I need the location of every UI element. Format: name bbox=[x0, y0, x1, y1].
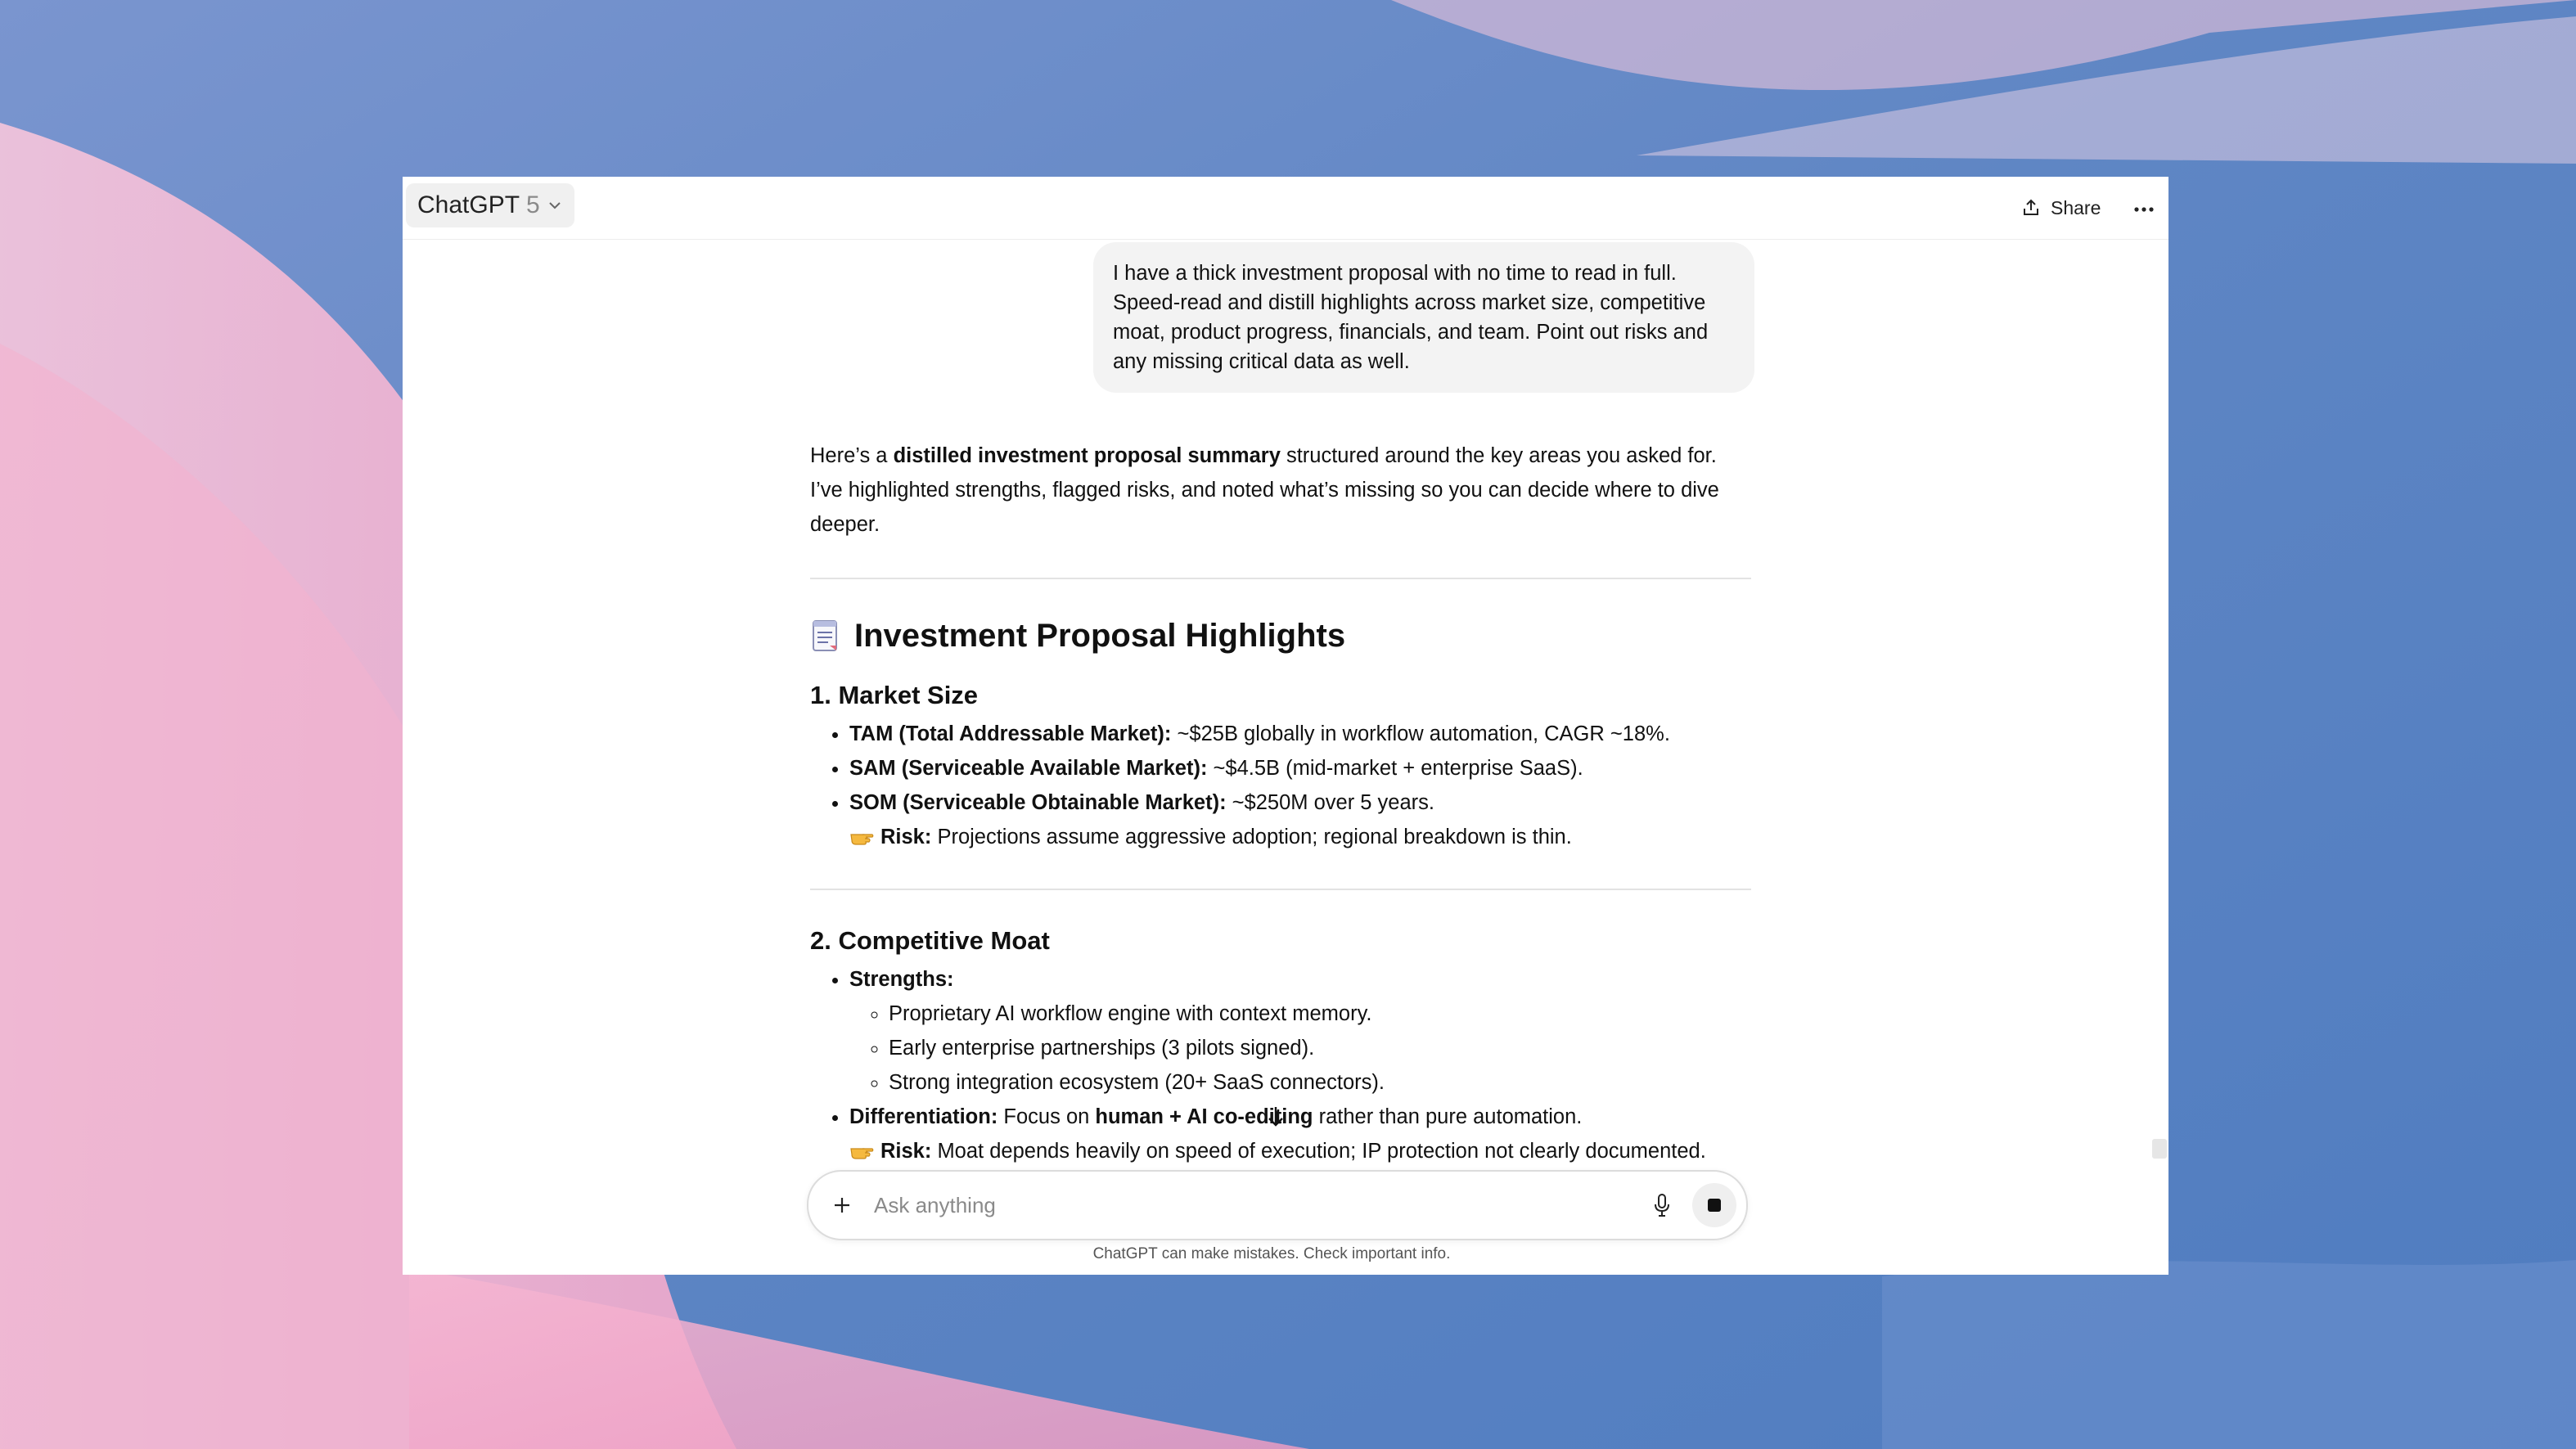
divider bbox=[810, 578, 1751, 579]
disclaimer-text: ChatGPT can make mistakes. Check important info. bbox=[1092, 1245, 1451, 1262]
more-options-button[interactable] bbox=[2128, 193, 2160, 226]
attach-button[interactable] bbox=[826, 1190, 858, 1221]
intro-bold: distilled investment proposal summary bbox=[893, 444, 1281, 467]
heading-text: Investment Proposal Highlights bbox=[854, 617, 1346, 654]
list-item: ◦ Early enterprise partnerships (3 pilots signed). bbox=[889, 1031, 1751, 1065]
pointing-hand-icon bbox=[849, 1142, 874, 1160]
top-bar bbox=[403, 177, 2168, 240]
list-item: ◦ Strong integration ecosystem (20+ SaaS connectors). bbox=[889, 1065, 1751, 1100]
plus-icon bbox=[832, 1195, 852, 1215]
share-button[interactable] bbox=[2021, 191, 2101, 224]
share-label: Share bbox=[2051, 196, 2101, 218]
risk-label: Risk: bbox=[880, 1140, 932, 1163]
strengths-list bbox=[849, 997, 1751, 1100]
item-label: TAM (Total Addressable Market): bbox=[849, 722, 1172, 745]
item-text: ~$4.5B (mid-market + enterprise SaaS). bbox=[1207, 757, 1583, 780]
risk-text: Moat depends heavily on speed of execution; IP protection not clearly documented. bbox=[931, 1140, 1706, 1163]
assistant-reply bbox=[810, 439, 1751, 1168]
risk-text: Projections assume aggressive adoption; regional breakdown is thin. bbox=[931, 826, 1572, 848]
list-item bbox=[849, 1100, 1751, 1134]
reply-heading bbox=[810, 612, 1751, 659]
intro-text-2: structured around the key areas you asked for. I’ve highlighted strengths, flagged risks, and noted what’s missing so you can decide where to dive deeper. bbox=[810, 444, 1719, 536]
item-text: ~$25B globally in workflow automation, CAGR ~18%. bbox=[1171, 722, 1670, 745]
voice-input-button[interactable] bbox=[1646, 1190, 1678, 1221]
arrow-down-icon bbox=[1267, 1105, 1285, 1128]
user-message-bubble: I have a thick investment proposal with no time to read in full. Speed-read and distill highlights across market size, competitive moat, product progress, financials, and team. Point out risks and any missing critical data as well. bbox=[1093, 242, 1754, 393]
strengths-label: Strengths: bbox=[849, 968, 954, 991]
list-item bbox=[849, 785, 1751, 820]
item-label: SAM (Serviceable Available Market): bbox=[849, 757, 1208, 780]
scroll-to-bottom-button[interactable] bbox=[1262, 1103, 1290, 1131]
section-title-competitive-moat: 2. Competitive Moat bbox=[810, 926, 1050, 955]
list-item bbox=[849, 717, 1751, 751]
market-size-list bbox=[810, 717, 1751, 820]
document-icon bbox=[810, 619, 841, 653]
microphone-icon bbox=[1653, 1193, 1671, 1217]
stop-generating-button[interactable] bbox=[1692, 1183, 1736, 1227]
list-item bbox=[849, 751, 1751, 785]
list-item: ◦ Proprietary AI workflow engine with context memory. bbox=[889, 997, 1751, 1031]
risk-note bbox=[810, 820, 1751, 854]
model-name: ChatGPT bbox=[417, 191, 520, 218]
share-icon bbox=[2021, 198, 2041, 218]
list-item bbox=[849, 962, 1751, 1100]
pointing-hand-icon bbox=[849, 828, 874, 846]
model-version: 5 bbox=[526, 191, 540, 218]
risk-label: Risk: bbox=[880, 826, 932, 848]
message-composer bbox=[807, 1170, 1748, 1240]
item-text: ~$250M over 5 years. bbox=[1226, 791, 1434, 814]
ask-input[interactable] bbox=[872, 1186, 1596, 1224]
model-selector-button[interactable] bbox=[406, 183, 574, 227]
divider bbox=[810, 889, 1751, 890]
scrollbar-thumb[interactable] bbox=[2152, 1139, 2167, 1159]
diff-text-2: rather than pure automation. bbox=[1313, 1105, 1583, 1128]
stop-icon bbox=[1708, 1199, 1721, 1212]
chevron-down-icon bbox=[547, 197, 563, 214]
reply-intro bbox=[810, 439, 1751, 542]
intro-text-1: Here’s a bbox=[810, 444, 894, 467]
section-title-market-size: 1. Market Size bbox=[810, 681, 979, 709]
risk-note bbox=[810, 1134, 1751, 1168]
diff-label: Differentiation: bbox=[849, 1105, 998, 1128]
diff-bold: human + AI co-editing bbox=[1095, 1105, 1313, 1128]
chat-window bbox=[403, 177, 2168, 1275]
more-horizontal-icon bbox=[2133, 206, 2155, 213]
diff-text-1: Focus on bbox=[998, 1105, 1096, 1128]
item-label: SOM (Serviceable Obtainable Market): bbox=[849, 791, 1227, 814]
